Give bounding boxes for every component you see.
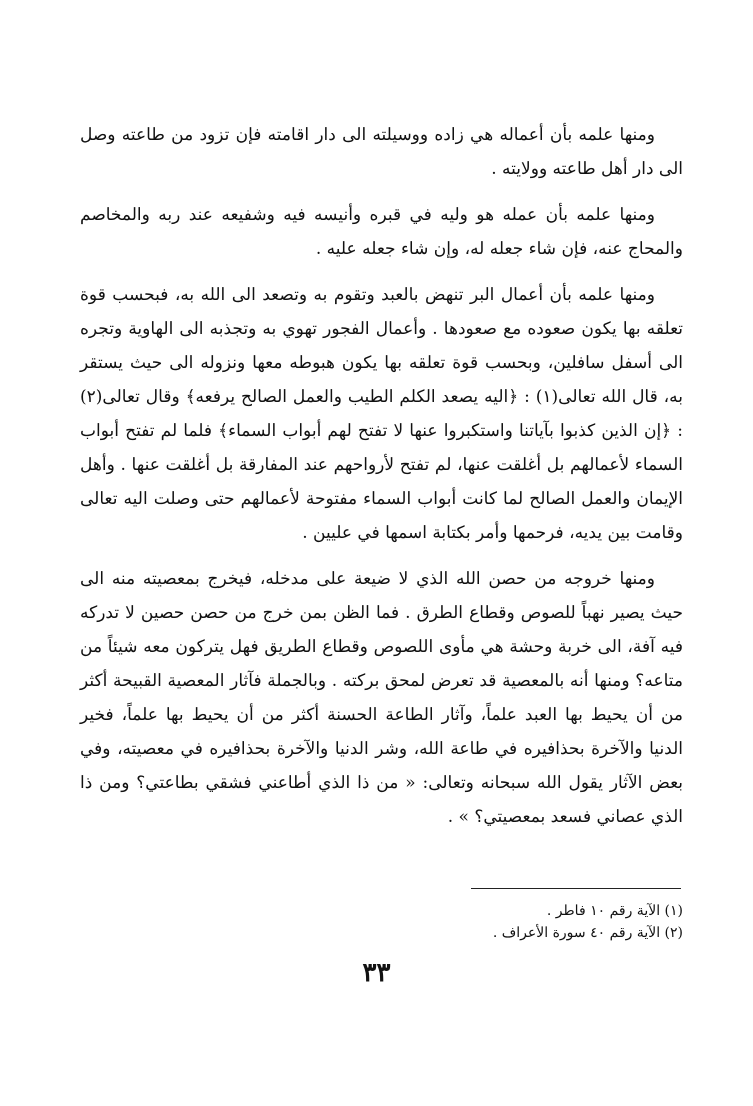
paragraph: ومنها خروجه من حصن الله الذي لا ضيعة على مدخله، فيخرج بمعصيته منه الى حيث يصير نهباً للصوص وقطاع الطرق . فما الظن بمن خرج من حصن حصين لا تدركه فيه آفة، الى خربة وحشة هي مأوى اللصوص وقطاع الطريق فهل يتركون معه شيئاً من متاعه؟ ومنها أنه بالمعصية قد تعرض لمحق بركته . وبالجملة فآثار المعصية القبيحة أكثر من أن يحيط بها العبد علماً، وآثار الطاعة الحسنة أكثر من أن يحيط بها علماً، فخير الدنيا والآخرة بحذافيره في طاعة الله، وشر الدنيا والآخرة بحذافيره في معصيته، وفي بعض الآثار يقول الله سبحانه وتعالى: « من ذا الذي أطاعني فشقي بطاعتي؟ ومن ذا الذي عصاني فسعد بمعصيتي؟ » . [80, 569, 683, 827]
page-number: ٣٣ [362, 958, 391, 988]
footnote-2: (٢) الآية رقم ٤٠ سورة الأعراف . [492, 925, 683, 941]
footnotes [380, 900, 683, 944]
paragraph: ومنها علمه بأن أعمال البر تنهض بالعبد وتقوم به وتصعد الى الله به، فبحسب قوة تعلقه بها يكون صعوده مع صعودها . وأعمال الفجور تهوي به وتجذبه الى الهاوية وتجره الى أسفل سافلين، وبحسب قوة تعلقه بها يكون هبوطه معها ونزوله الى حيث يستقر به، قال الله تعالى(١) : ﴿اليه يصعد الكلم الطيب والعمل الصالح يرفعه﴾ وقال تعالى(٢) : ﴿إن الذين كذبوا بآياتنا واستكبروا عنها لا تفتح لهم أبواب السماء﴾ فلما لم تفتح أبواب السماء لأعمالهم بل أغلقت عنها، لم تفتح لأرواحهم عند المفارقة بل أغلقت عنها . وأهل الإيمان والعمل الصالح لما كانت أبواب السماء مفتوحة لأعمالهم حتى وصلت اليه تعالى وقامت بين يديه، فرحمها وأمر بكتابة اسمها في عليين . [80, 285, 683, 543]
paragraph: ومنها علمه بأن عمله هو وليه في قبره وأنيسه فيه وشفيعه عند ربه والمخاصم والمحاج عنه، فإن شاء جعله له، وإن شاء جعله عليه . [80, 205, 683, 259]
footnote-divider [471, 888, 681, 889]
paragraph: ومنها علمه بأن أعماله هي زاده ووسيلته الى دار اقامته فإن تزود من طاعته وصل الى دار أهل طاعته وولايته . [80, 125, 683, 179]
main-text [80, 118, 683, 846]
footnote-1: (١) الآية رقم ١٠ فاطر . [546, 903, 683, 919]
